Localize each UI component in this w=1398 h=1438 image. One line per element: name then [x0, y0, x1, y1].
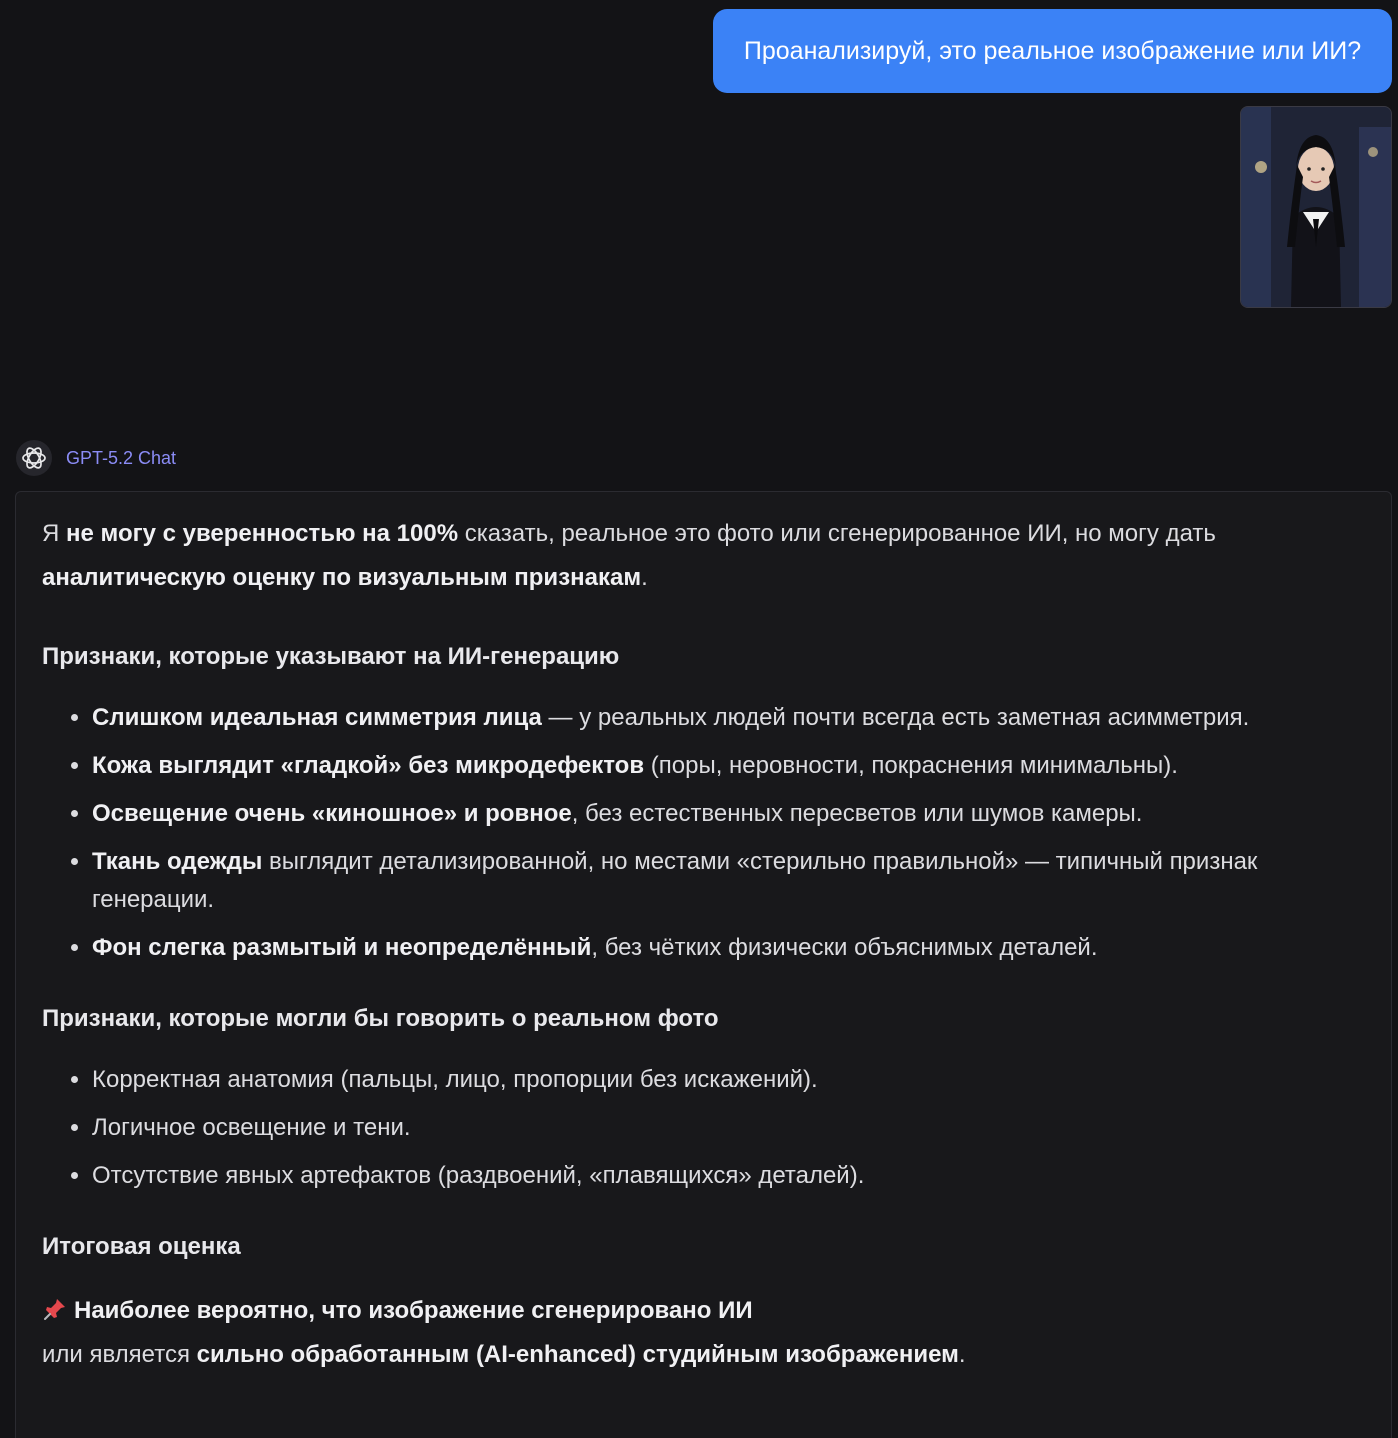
user-message-text: Проанализируй, это реальное изображение или ИИ? [743, 36, 1362, 65]
intro-paragraph [42, 512, 1365, 600]
model-name-label: GPT-5.2 Chat [66, 447, 177, 468]
ai-signs-heading: Признаки, которые указывают на ИИ-генерацию [42, 643, 620, 670]
list-item-text: , без чётких физически объяснимых деталей. [591, 934, 1098, 961]
verdict-line-2 [42, 1333, 1365, 1377]
list-item [92, 929, 1365, 967]
verdict-bold-2: сильно обработанным (AI-enhanced) студийным изображением [196, 1341, 959, 1368]
list-item-bold: Кожа выглядит «гладкой» без микродефектов [92, 752, 645, 779]
intro-bold-2: аналитическую оценку по визуальным признакам [42, 564, 642, 591]
openai-logo-icon [16, 440, 52, 476]
verdict-text-1: или является [42, 1341, 197, 1368]
pushpin-icon [42, 1289, 68, 1333]
list-item-bold: Освещение очень «киношное» и ровное [92, 800, 572, 827]
list-item-bold: Слишком идеальная симметрия лица [92, 704, 542, 731]
verdict-text-2: . [958, 1341, 966, 1368]
real-signs-list [42, 1061, 1365, 1195]
assistant-message [15, 491, 1392, 1438]
list-item-text: выглядит детализированной, но местами «стерильно правильной» — типичный признак генерации. [92, 848, 1258, 913]
list-item-bold: Ткань одежды [92, 848, 263, 875]
attached-image-portrait [1241, 107, 1391, 307]
intro-bold-1: не могу с уверенностью на 100% [66, 520, 459, 547]
list-item [92, 795, 1365, 833]
intro-text-3: . [641, 564, 648, 591]
real-signs-heading: Признаки, которые могли бы говорить о реальном фото [42, 1005, 719, 1032]
list-item: • Логичное освещение и тени. [92, 1109, 1365, 1147]
assistant-header [16, 440, 176, 476]
list-item [92, 699, 1365, 737]
list-item: • Отсутствие явных артефактов (раздвоений, «плавящихся» деталей). [92, 1157, 1365, 1195]
verdict-bold: Наиболее вероятно, что изображение сгенерировано ИИ [74, 1297, 753, 1324]
list-item-text: (поры, неровности, покраснения минимальны). [644, 752, 1178, 779]
list-item [92, 747, 1365, 785]
verdict-line [42, 1289, 1365, 1333]
list-item-bold: Фон слегка размытый и неопределённый [92, 934, 592, 961]
intro-text-1: Я [42, 520, 66, 547]
user-message-bubble [713, 9, 1392, 93]
list-item-text: , без естественных пересветов или шумов камеры. [571, 800, 1143, 827]
ai-signs-list [42, 699, 1365, 967]
attached-image[interactable] [1240, 106, 1392, 308]
result-heading: Итоговая оценка [42, 1233, 241, 1260]
list-item: • Корректная анатомия (пальцы, лицо, пропорции без искажений). [92, 1061, 1365, 1099]
list-item-text: — у реальных людей почти всегда есть заметная асимметрия. [541, 704, 1250, 731]
list-item [92, 843, 1365, 919]
intro-text-2: сказать, реальное это фото или сгенерированное ИИ, но могу дать [458, 520, 1216, 547]
